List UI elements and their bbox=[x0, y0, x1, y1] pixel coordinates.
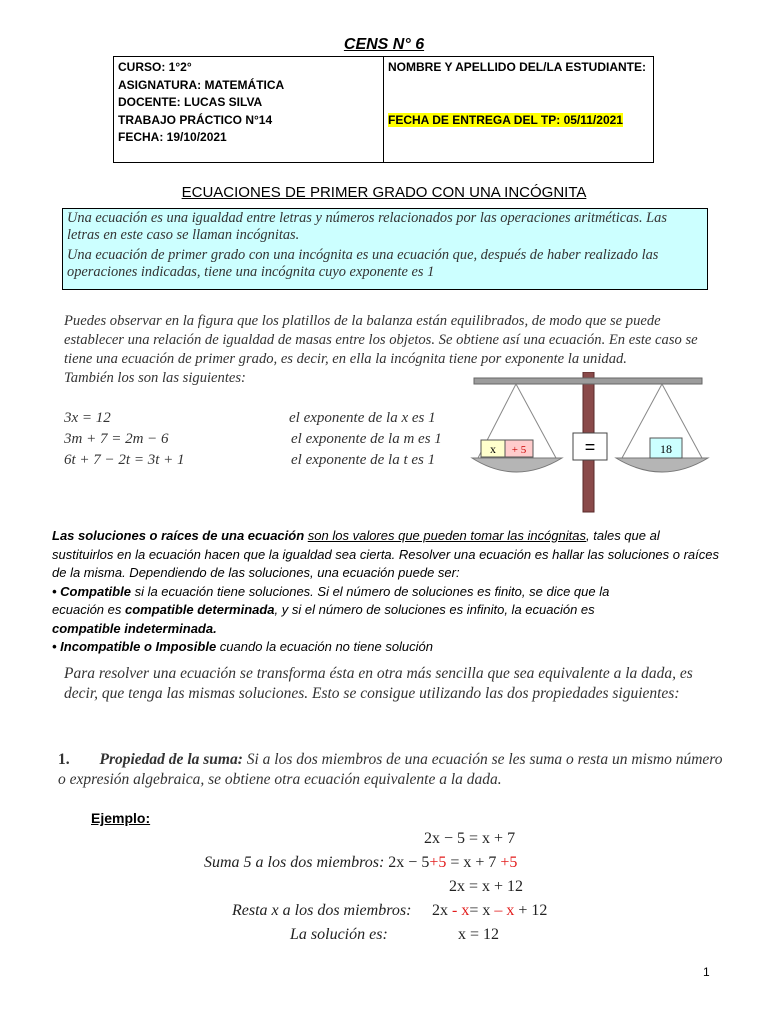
document-title: CENS N° 6 bbox=[343, 36, 425, 53]
step-label: Suma 5 a los dos miembros: bbox=[204, 854, 385, 871]
added-term: +5 bbox=[500, 854, 518, 871]
equation-row bbox=[64, 410, 464, 431]
expr: 2x − 5 bbox=[388, 854, 430, 871]
incompatible-text: cuando la ecuación no tiene solución bbox=[216, 639, 434, 654]
added-term: +5 bbox=[429, 854, 447, 871]
page-number: 1 bbox=[703, 965, 710, 979]
property-sum bbox=[58, 750, 728, 790]
solutions-definition: son los valores que pueden tomar las incógnitas bbox=[307, 528, 587, 543]
example-solution: x = 12 bbox=[458, 926, 500, 943]
equation: 3m + 7 = 2m − 6 bbox=[64, 431, 169, 447]
equation-row bbox=[64, 452, 464, 473]
section-title: ECUACIONES DE PRIMER GRADO CON UNA INCÓGNITA bbox=[181, 184, 587, 201]
subtracted-term: - x bbox=[452, 902, 470, 919]
due-date: FECHA DE ENTREGA DEL TP: 05/11/2021 bbox=[388, 112, 623, 127]
header-table bbox=[113, 56, 654, 163]
equals-sign: = bbox=[584, 437, 596, 457]
solution-label: La solución es: bbox=[290, 926, 388, 943]
solutions-paragraph bbox=[52, 527, 722, 583]
teacher-line: DOCENTE: LUCAS SILVA bbox=[118, 95, 263, 109]
solutions-rest: , tales que al sustituirlos en la ecuación hacen que la igualdad sea cierta. Resolver una ecuación es hallar las soluciones o raíces de la misma. Dependiendo de las soluciones, una ecuación puede ser: bbox=[52, 528, 720, 580]
compatible-text2: , y si el número de soluciones es infinito, la ecuación es bbox=[274, 602, 595, 617]
compatible-bullet bbox=[52, 583, 652, 639]
equation-note: el exponente de la x es 1 bbox=[289, 410, 436, 426]
balance-scale-figure bbox=[470, 372, 720, 514]
equation: 6t + 7 − 2t = 3t + 1 bbox=[64, 452, 185, 468]
example-result: 2x = x + 12 bbox=[449, 878, 524, 895]
equation-note: el exponente de la t es 1 bbox=[291, 452, 436, 468]
definition-equation: Una ecuación es una igualdad entre letras y números relacionados por las operaciones aritméticas. Las letras en este caso se llaman incógnitas. bbox=[67, 210, 667, 243]
property-name: Propiedad de la suma: bbox=[99, 751, 243, 768]
subject-line: ASIGNATURA: MATEMÁTICA bbox=[118, 77, 285, 92]
example-solution-label bbox=[290, 926, 388, 944]
definition-box bbox=[62, 208, 708, 290]
assignment-line: TRABAJO PRÁCTICO N°14 bbox=[118, 112, 273, 127]
x-block-label: x bbox=[490, 442, 496, 456]
compatible-term: • Compatible bbox=[52, 583, 131, 599]
left-pan bbox=[472, 458, 562, 472]
also-text: También los son las siguientes: bbox=[64, 370, 246, 386]
expr: = x bbox=[469, 902, 495, 919]
incompatible-term: • Incompatible o Imposible bbox=[52, 639, 217, 654]
date-line: FECHA: 19/10/2021 bbox=[118, 130, 227, 144]
property-number: 1. bbox=[58, 751, 70, 768]
course-info-cell bbox=[114, 57, 384, 162]
compatible-text: si la ecuación tiene soluciones. Si el número de soluciones es finito, se dice que la ecuación es bbox=[52, 583, 610, 617]
expr: + 12 bbox=[514, 902, 548, 919]
incompatible-bullet bbox=[52, 638, 722, 657]
balance-text: Puedes observar en la figura que los platillos de la balanza están equilibrados, de modo que se puede establecer una relación de igualdad de masas entre los objetos. Se obtiene así una ecuación. En este caso se tiene una ecuación de primer grado, es decir, en ella la incógnita tiene por exponente la unidad. bbox=[64, 313, 698, 367]
example-equation: 2x − 5 = x + 7 bbox=[424, 830, 516, 847]
course-line: CURSO: 1°2° bbox=[118, 60, 192, 74]
definition-first-degree: Una ecuación de primer grado con una incógnita es una ecuación que, después de haber realizado las operaciones indicadas, tiene una incógnita cuyo exponente es 1 bbox=[67, 247, 659, 280]
equation-row bbox=[64, 431, 464, 452]
weight-label: 18 bbox=[660, 442, 672, 456]
equation-list bbox=[64, 410, 464, 473]
transform-paragraph: Para resolver una ecuación se transforma ésta en otra más sencilla que sea equivalente a la dada, es decir, que tenga las mismas soluciones. Esto se consigue utilizando las dos propiedades siguientes: bbox=[64, 665, 693, 702]
student-info-cell bbox=[384, 57, 653, 162]
expr: = x + 7 bbox=[446, 854, 501, 871]
balance-beam bbox=[474, 378, 702, 384]
solutions-section bbox=[52, 527, 722, 657]
equation-note: el exponente de la m es 1 bbox=[291, 431, 442, 447]
compatible-determined-term: compatible determinada bbox=[125, 602, 275, 617]
example-subtract-expr bbox=[432, 902, 547, 920]
step-label: Resta x a los dos miembros: bbox=[232, 902, 412, 919]
expr: 2x bbox=[432, 902, 452, 919]
solutions-lead: Las soluciones o raíces de una ecuación bbox=[52, 528, 305, 543]
example-step-add bbox=[204, 854, 517, 872]
compatible-indeterminate-term: compatible indeterminada. bbox=[52, 620, 217, 636]
right-pan bbox=[616, 458, 708, 472]
equation: 3x = 12 bbox=[64, 410, 111, 426]
property-text: Si a los dos miembros de una ecuación se les suma o resta un mismo número o expresión algebraica, se obtiene otra ecuación equivalente a la dada. bbox=[58, 751, 723, 788]
example-step-subtract bbox=[232, 902, 411, 920]
subtracted-term: – x bbox=[494, 902, 515, 919]
student-name-label: NOMBRE Y APELLIDO DEL/LA ESTUDIANTE: bbox=[388, 60, 647, 74]
plus-five-label: + 5 bbox=[511, 444, 527, 456]
example-label: Ejemplo: bbox=[91, 810, 151, 826]
